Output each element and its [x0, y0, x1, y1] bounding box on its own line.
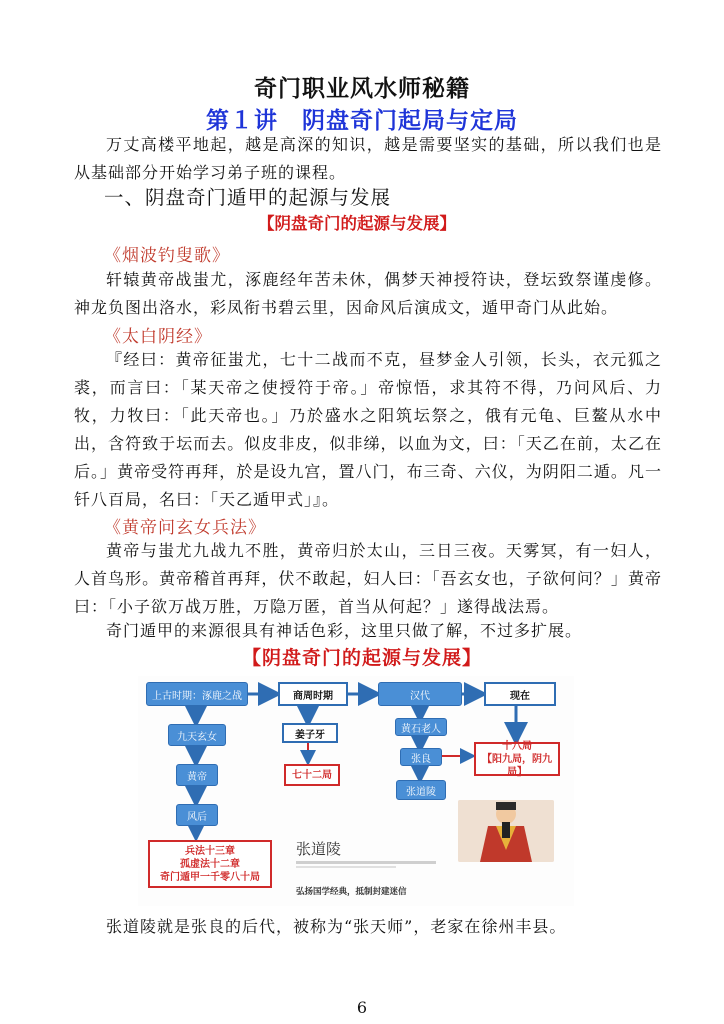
closing-paragraph: 张道陵就是张良的后代，被称为“张天师”，老家在徐州丰县。	[106, 917, 567, 936]
now-result-line-1: 十八局	[502, 740, 532, 752]
poem-text-xuannv: 黄帝与蚩尤九战九不胜，黄帝归於太山，三日三夜。天雾冥，有一妇人，人首鸟形。黄帝稽首再拜，伏不敢起，妇人曰：「吾玄女也，子欲何问？」黄帝曰：「小子欲万战万胜，万隐万匿，首当从何起？」遂得战法焉。	[74, 541, 662, 616]
caption-blur-lines	[296, 860, 446, 869]
poem-title-taibai: 《太白阴经》	[104, 327, 212, 347]
section-heading: 一、阴盘奇门遁甲的起源与发展	[104, 186, 392, 209]
box-huangdi: 黄帝	[176, 764, 218, 786]
note-paragraph: 奇门遁甲的来源很具有神话色彩，这里只做了解，不过多扩展。	[106, 621, 583, 640]
intro-paragraph: 万丈高楼平地起，越是高深的知识，越是需要坚实的基础，所以我们也是从基础部分开始学习弟子班的课程。	[74, 135, 662, 182]
diagram-heading: 【阴盘奇门的起源与发展】	[241, 647, 482, 669]
box-zhangdaoling: 张道陵	[396, 780, 446, 800]
origin-flow-diagram	[138, 676, 574, 906]
box-huangshi: 黄石老人	[395, 718, 447, 736]
portrait-image	[458, 800, 554, 862]
box-shangzhou: 商周时期	[278, 682, 348, 706]
zhangdaoling-portrait	[458, 800, 554, 862]
box-ancient-results	[148, 840, 272, 888]
caption-decoration	[296, 860, 446, 871]
poem-title-yanbo: 《烟波钓叟歌》	[104, 246, 230, 266]
box-18-ju	[474, 742, 560, 776]
box-fenghou: 风后	[176, 804, 218, 826]
box-now: 现在	[484, 682, 556, 706]
ancient-result-2: 孤虚法十二章	[180, 858, 240, 870]
poem-title-xuannv: 《黄帝问玄女兵法》	[104, 518, 266, 538]
poem-text-yanbo: 轩辕黄帝战蚩尤，涿鹿经年苦未休，偶梦天神授符诀，登坛致祭谨虔修。神龙负图出洛水，彩凤衔书碧云里，因命风后演成文，遁甲奇门从此始。	[74, 270, 662, 317]
page-number: 6	[356, 998, 368, 1017]
box-72-ju: 七十二局	[284, 764, 340, 786]
ancient-result-3: 奇门遁甲一千零八十局	[160, 871, 260, 883]
box-han: 汉代	[378, 682, 462, 706]
lecture-title: 第１讲 阴盘奇门起局与定局	[206, 107, 518, 134]
caption-stamp: 弘扬国学经典，抵制封建迷信	[296, 887, 407, 897]
poem-text-taibai: 『经曰：黄帝征蚩尤，七十二战而不克，昼梦金人引领，长头，衣元狐之裘，而言曰：「某天帝之使授符于帝。」帝惊悟，求其符不得，乃问风后、力牧，力牧曰：「此天帝也。」乃於盛水之阳筑坛祭之，俄有元龟、巨鳌从水中出，含符致于坛而去。似皮非皮，似非绨，以血为文，曰：「天乙在前，太乙在后。」黄帝受符再拜，於是设九宫，置八门，布三奇、六仪，为阴阳二遁。凡一钎八百局，名曰：「天乙遁甲式」』。	[74, 350, 662, 509]
box-zhangliang: 张良	[400, 748, 442, 766]
zhangdaoling-caption: 张道陵	[296, 840, 342, 858]
ancient-result-1: 兵法十三章	[185, 845, 235, 857]
box-ancient: 上古时期：涿鹿之战	[146, 682, 248, 706]
now-result-line-2: 【阳九局，阴九局】	[482, 753, 552, 778]
document-title: 奇门职业风水师秘籍	[254, 75, 470, 102]
red-heading: 【阴盘奇门的起源与发展】	[258, 214, 456, 233]
box-jiutian: 九天玄女	[168, 724, 226, 746]
box-jiangziya: 姜子牙	[282, 723, 338, 743]
